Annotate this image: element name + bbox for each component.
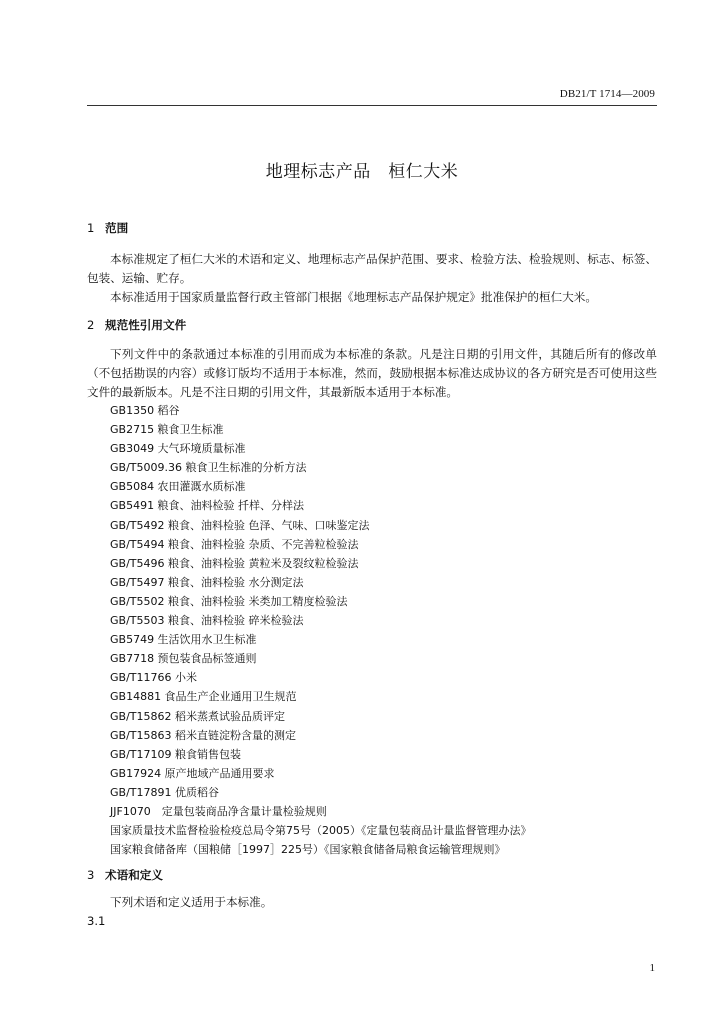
page-number: 1 [649, 962, 655, 974]
reference-item: GB/T5009.36 粮食卫生标准的分析方法 [110, 461, 307, 475]
reference-item: GB5749 生活饮用水卫生标准 [110, 633, 257, 647]
section-2-heading [87, 316, 657, 335]
reference-item: GB/T17109 粮食销售包装 [110, 747, 241, 761]
section-3-paragraph-1: 下列术语和定义适用于本标准。 [110, 895, 273, 909]
section-1-heading [87, 219, 657, 238]
section-1-paragraph-1: 本标准规定了桓仁大米的术语和定义、地理标志产品保护范围、要求、检验方法、检验规则、标志、标签、包装、运输、贮存。 [87, 252, 657, 285]
section-1-paragraph-2: 本标准适用于国家质量监督行政主管部门根据《地理标志产品保护规定》批准保护的桓仁大米。 [110, 290, 597, 304]
document-title: 地理标志产品 桓仁大米 [265, 162, 459, 182]
section-2-paragraph-1: 下列文件中的条款通过本标准的引用而成为本标准的条款。凡是注日期的引用文件，其随后所有的修改单（不包括勘误的内容）或修订版均不适用于本标准，然而，鼓励根据本标准达成协议的各方研究是否可使用这些文件的最新版本。凡是不注日期的引用文件，其最新版本适用于本标准。 [87, 347, 657, 399]
section-2-title: 规范性引用文件 [105, 318, 187, 332]
standard-code: DB21/T 1714—2009 [559, 88, 655, 100]
reference-item: GB/T5494 粮食、油料检验 杂质、不完善粒检验法 [110, 537, 359, 551]
reference-item: GB5491 粮食、油料检验 扦样、分样法 [110, 499, 305, 513]
reference-item: GB/T5502 粮食、油料检验 米类加工精度检验法 [110, 594, 348, 608]
reference-item: GB/T5496 粮食、油料检验 黄粒米及裂纹粒检验法 [110, 556, 359, 570]
reference-item: 国家粮食储备库（国粮储［1997］225号）《国家粮食储备局粮食运输管理规则》 [110, 843, 506, 857]
reference-item: GB/T17891 优质稻谷 [110, 785, 219, 799]
section-2-number: 2 [87, 318, 95, 332]
reference-item: GB3049 大气环境质量标准 [110, 442, 246, 456]
reference-item: GB/T5497 粮食、油料检验 水分测定法 [110, 575, 304, 589]
section-3-number: 3 [87, 868, 95, 882]
reference-item: GB7718 预包装食品标签通则 [110, 652, 257, 666]
reference-item: GB17924 原产地域产品通用要求 [110, 766, 275, 780]
section-3-heading [87, 866, 657, 885]
reference-item: GB5084 农田灌溉水质标准 [110, 480, 246, 494]
section-1-title: 范围 [105, 221, 129, 235]
header-rule [87, 105, 657, 106]
reference-item: GB/T5492 粮食、油料检验 色泽、气味、口味鉴定法 [110, 518, 370, 532]
section-3-title: 术语和定义 [105, 868, 163, 882]
reference-item: GB/T15863 稻米直链淀粉含量的测定 [110, 728, 296, 742]
normative-reference-list [110, 401, 660, 859]
reference-item: GB1350 稻谷 [110, 404, 180, 417]
reference-item: JJF1070 定量包装商品净含量计量检验规则 [110, 804, 327, 818]
reference-item: GB/T11766 小米 [110, 671, 197, 685]
reference-item: GB14881 食品生产企业通用卫生规范 [110, 690, 297, 704]
reference-item: 国家质量技术监督检验检疫总局令第75号（2005）《定量包装商品计量监督管理办法》 [110, 824, 532, 838]
reference-item: GB/T5503 粮食、油料检验 碎米检验法 [110, 614, 304, 628]
subsection-3-1-number: 3.1 [87, 914, 106, 928]
reference-item: GB2715 粮食卫生标准 [110, 423, 224, 437]
reference-item: GB/T15862 稻米蒸煮试验品质评定 [110, 709, 285, 723]
section-1-number: 1 [87, 221, 95, 235]
